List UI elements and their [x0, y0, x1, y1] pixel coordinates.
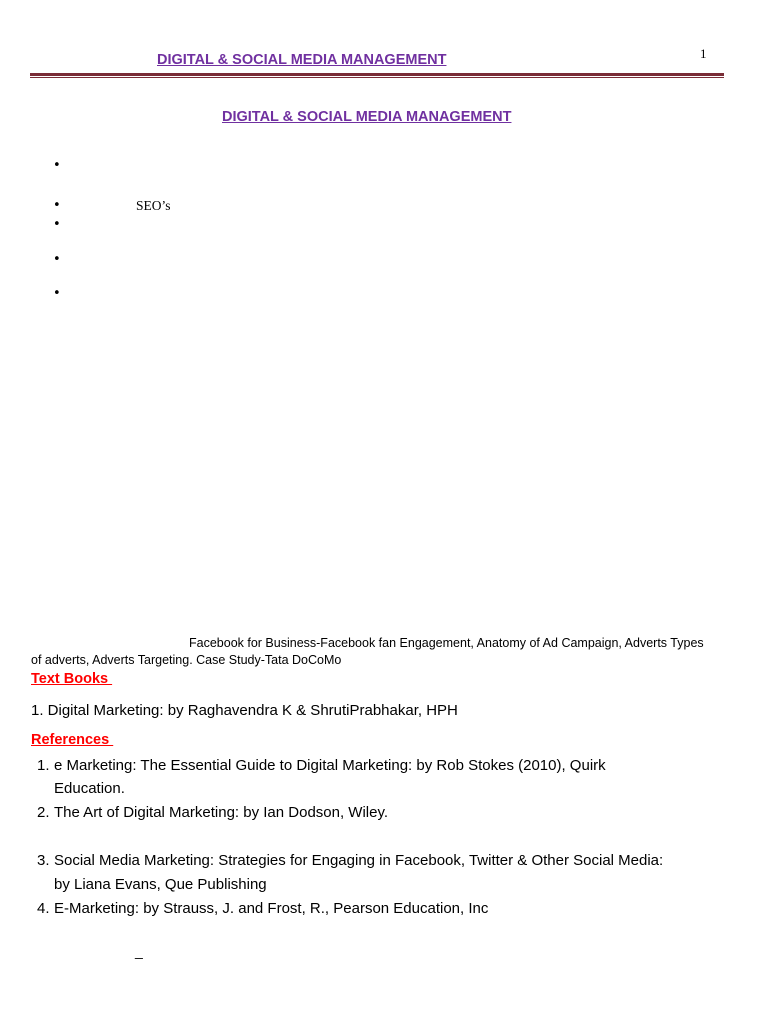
- document-title: DIGITAL & SOCIAL MEDIA MANAGEMENT: [222, 109, 512, 125]
- reference-3-line-2: by Liana Evans, Que Publishing: [54, 876, 267, 893]
- facebook-module-line-1: Facebook for Business-Facebook fan Engagement, Anatomy of Ad Campaign, Adverts Types: [189, 636, 704, 650]
- references-heading: References: [31, 732, 114, 748]
- seo-text: SEO’s: [136, 198, 171, 213]
- footer-dash: _: [135, 943, 143, 959]
- bullet-1: •: [53, 158, 61, 173]
- header-rule-thin: [30, 77, 724, 78]
- reference-2-line-1: The Art of Digital Marketing: by Ian Dodson, Wiley.: [54, 804, 389, 821]
- bullet-4: •: [53, 252, 61, 267]
- bullet-5: •: [53, 286, 61, 301]
- bullet-3: •: [53, 217, 61, 232]
- reference-1-line-1: e Marketing: The Essential Guide to Digital Marketing: by Rob Stokes (2010), Quirk: [54, 757, 606, 774]
- reference-3-line-1: Social Media Marketing: Strategies for Engaging in Facebook, Twitter & Other Social Media:: [54, 852, 664, 869]
- text-book-item: 1. Digital Marketing: by Raghavendra K & ShrutiPrabhakar, HPH: [31, 702, 458, 719]
- facebook-module-line-2: of adverts, Adverts Targeting. Case Study-Tata DoCoMo: [31, 653, 342, 667]
- reference-1-line-2: Education.: [54, 780, 125, 797]
- header-rule: [30, 73, 724, 76]
- reference-4-line-1: E-Marketing: by Strauss, J. and Frost, R., Pearson Education, Inc: [54, 900, 489, 917]
- reference-number-2: 2.: [37, 804, 50, 821]
- running-header-title: DIGITAL & SOCIAL MEDIA MANAGEMENT: [157, 52, 447, 68]
- reference-number-4: 4.: [37, 900, 50, 917]
- bullet-2: •: [53, 198, 61, 213]
- page-number: 1: [700, 46, 707, 61]
- reference-number-3: 3.: [37, 852, 50, 869]
- reference-number-1: 1.: [37, 757, 50, 774]
- text-books-heading: Text Books: [31, 671, 113, 687]
